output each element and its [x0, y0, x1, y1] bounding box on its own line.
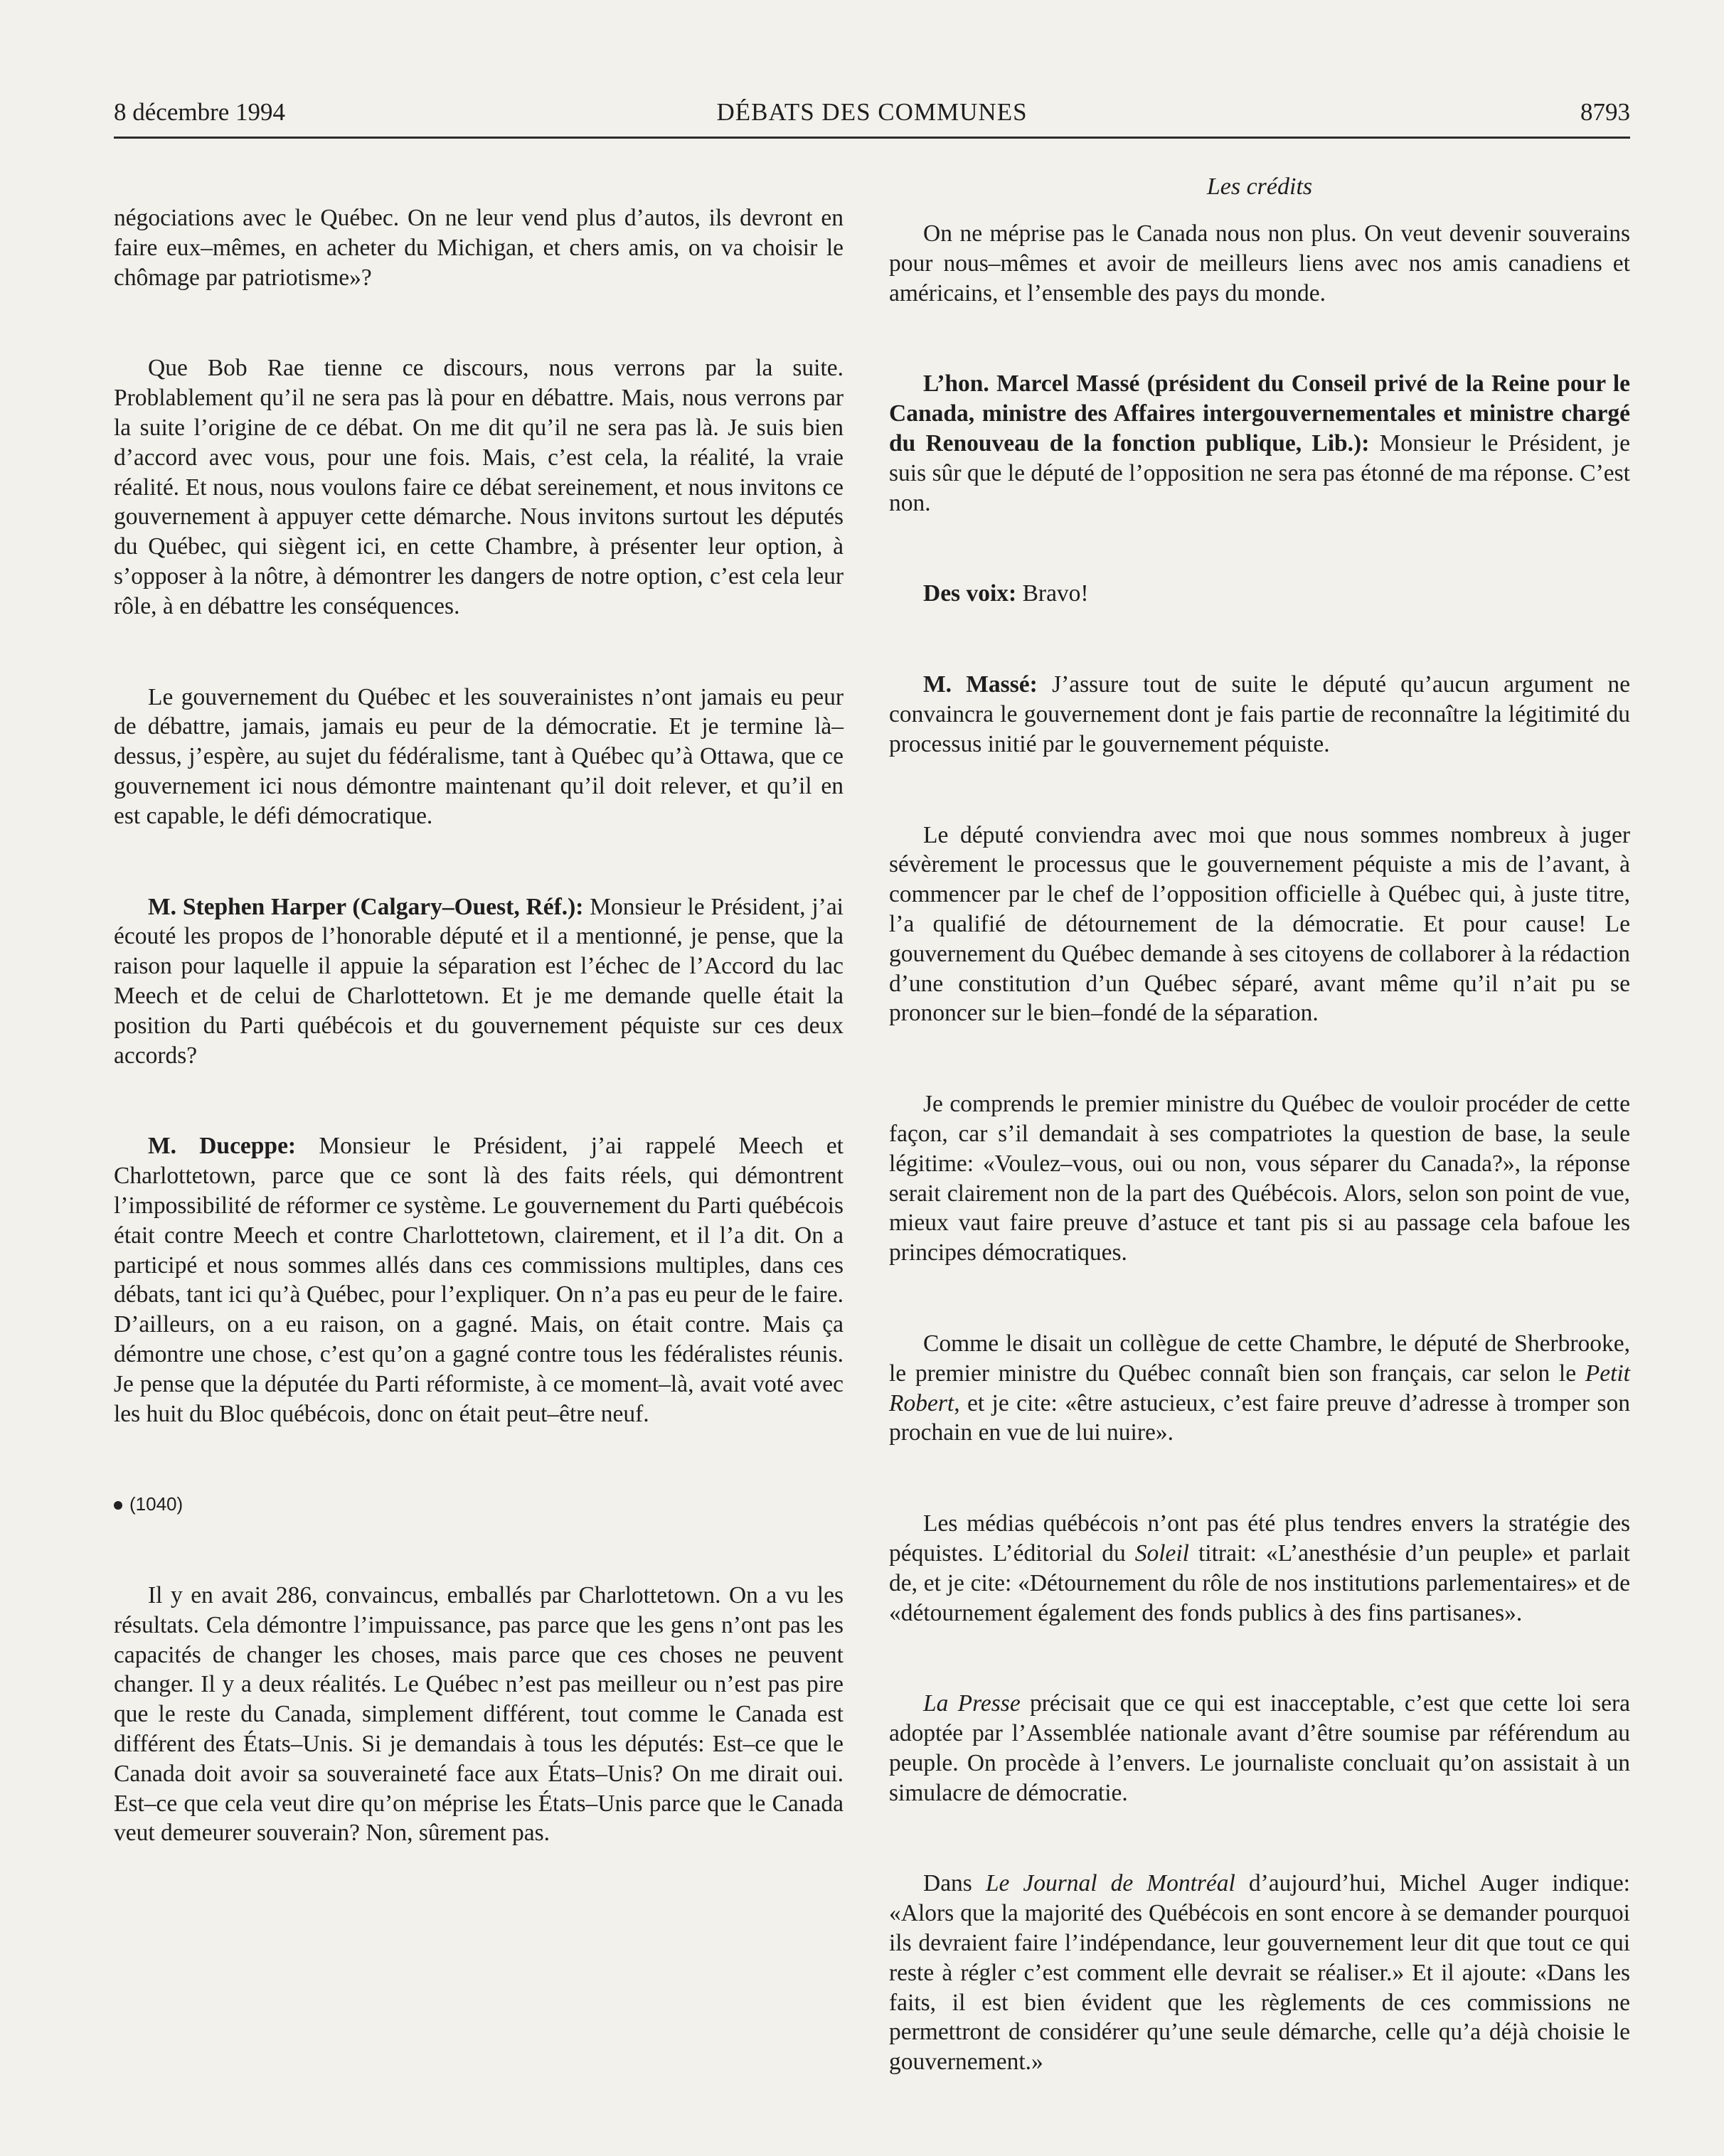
header-date: 8 décembre 1994 — [114, 98, 286, 126]
cited-work: Petit Robert — [889, 1360, 1630, 1416]
paragraph: Que Bob Rae tienne ce discours, nous verrons par la suite. Problablement qu’il ne sera pas là pour en débattre. Mais, nous verrons par la suite l’origine de ce débat. On me dit qu’il ne sera pas là. Je suis bien d’accord avec vous, pour une fois. Mais, c’est cela, la réalité, la vraie réalité. Et nous, nous voulons faire ce débat sereinement, et nous invitons ce gouvernement à appuyer cette démarche. Nous invitons surtout les députés du Québec, qui siègent ici, en cette Chambre, à présenter leur option, à s’opposer à la nôtre, à démontrer les dangers de notre option, c’est cela leur rôle, à en débattre les conséquences. — [114, 355, 844, 619]
text-run: , et je cite: «être astucieux, c’est faire preuve d’adresse à tromper son prochain en vue de lui nuire». — [889, 1389, 1630, 1446]
header-rule — [114, 137, 1630, 139]
text-run: Les médias québécois n’ont pas été plus tendres envers la stratégie des péquistes. L’éditorial du — [889, 1510, 1630, 1567]
speaker-name: Des voix: — [923, 580, 1017, 607]
speaker-name: M. Stephen Harper (Calgary–Ouest, Réf.): — [148, 893, 584, 920]
speech-text: J’assure tout de suite le député qu’aucun argument ne convaincra le gouvernement dont je fais partie de reconnaître la légitimité du processus initié par le gouvernement péquiste. — [889, 671, 1630, 757]
speech-paragraph — [114, 1131, 844, 1429]
text-run: titrait: «L’anesthésie d’un peuple» et parlait de, et je cite: «Détournement du rôle de nos institutions parlementaires» et de «détournement également des fonds publics à des fins partisanes». — [889, 1539, 1630, 1626]
paragraph: négociations avec le Québec. On ne leur vend plus d’autos, ils devront en faire eux–mêmes, en acheter du Michigan, et chers amis, on va choisir le chômage par patriotisme»? — [114, 205, 844, 291]
speaker-name: M. Massé: — [923, 671, 1038, 698]
time-marker-text: (1040) — [129, 1493, 183, 1515]
speech-paragraph — [889, 369, 1630, 518]
paragraph — [889, 1329, 1630, 1448]
header-page-number: 8793 — [1580, 98, 1630, 126]
speech-text: Bravo! — [1016, 580, 1089, 607]
right-column — [889, 219, 1630, 2138]
section-label: Les crédits — [1206, 174, 1313, 200]
paragraph: Il y en avait 286, convaincus, emballés par Charlottetown. On a vu les résultats. Cela démontre l’impuissance, pas parce que les gens n’ont pas les capacités de changer les choses, mais parce que ces choses ne peuvent changer. Il y a deux réalités. Le Québec n’est pas meilleur ou n’est pas pire que le reste du Canada, simplement différent, tout comme le Canada est différent des États–Unis. Si je demandais à tous les députés: Est–ce que le Canada doit avoir sa souveraineté face aux États–Unis? On me dirait oui. Est–ce que cela veut dire qu’on méprise les États–Unis parce que le Canada veut demeurer souverain? Non, sûrement pas. — [114, 1582, 844, 1847]
speech-text: Monsieur le Président, je suis sûr que le député de l’opposition ne sera pas étonné de ma réponse. C’est non. — [889, 429, 1630, 516]
speech-paragraph — [889, 579, 1630, 609]
paragraph — [889, 1869, 1630, 2077]
speech-text: Monsieur le Président, j’ai rappelé Meech et Charlottetown, parce que ce sont là des faits réels, qui démontrent l’impossibilité de réformer ce système. Le gouvernement du Parti québécois était contre Meech et contre Charlottetown, clairement, et il l’a dit. On a participé et nous sommes allés dans ces commissions multiples, dans ces débats, tant ici qu’à Québec, pour l’expliquer. On n’a pas eu peur de le faire. D’ailleurs, on a eu raison, on a gagné. Mais, on était contre. Mais ça démontre une chose, c’est qu’on a gagné contre tous les fédéralistes réunis. Je pense que la députée du Parti réformiste, à ce moment–là, avait voté avec les huit du Bloc québécois, donc on était peut–être neuf. — [114, 1133, 844, 1427]
paragraph: On ne méprise pas le Canada nous non plus. On veut devenir souverains pour nous–mêmes et avoir de meilleurs liens avec nos amis canadiens et américains, et l’ensemble des pays du monde. — [889, 220, 1630, 306]
paragraph: Je comprends le premier ministre du Québec de vouloir procéder de cette façon, car s’il demandait à ses compatriotes la question de base, la seule légitime: «Voulez–vous, oui ou non, vous séparer du Canada?», la réponse serait clairement non de la part des Québécois. Alors, selon son point de vue, mieux vaut faire preuve d’astuce et tant pis si au passage cela bafoue les principes démocratiques. — [889, 1091, 1630, 1266]
speech-paragraph — [114, 892, 844, 1071]
paragraph — [889, 1689, 1630, 1808]
text-run: précisait que ce qui est inacceptable, c’est que cette loi sera adoptée par l’Assemblée nationale avant d’être soumise par référendum au peuple. On procède à l’envers. Le journaliste concluait qu’on assistait à un simulacre de démocratie. — [889, 1690, 1631, 1806]
header-title: DÉBATS DES COMMUNES — [716, 98, 1028, 126]
paragraph — [889, 1509, 1630, 1628]
page-header — [114, 91, 1630, 134]
cited-work: Soleil — [1134, 1539, 1189, 1567]
speech-text: Monsieur le Président, j’ai écouté les propos de l’honorable député et il a mentionné, je pense, que la raison pour laquelle il appuie la séparation est l’échec de l’Accord du lac Meech et de celui de Charlottetown. Et je me demande quelle était la position du Parti québécois et du gouvernement péquiste sur ces deux accords? — [114, 893, 844, 1069]
text-run: d’aujourd’hui, Michel Auger indique: «Alors que la majorité des Québécois en sont encore à se demander pourquoi ils devraient faire l’indépendance, leur gouvernement leur dit que tout ce qui reste à régler c’est comment elle devrait se réaliser.» Et il ajoute: «Dans les faits, il est bien évident que les règlements de ces commissions ne permettront de considérer qu’une seule démarche, celle qu’a déjà choisie le gouvernement.» — [889, 1870, 1630, 2076]
text-run: Dans — [923, 1870, 986, 1897]
left-column — [114, 203, 844, 1909]
bullet-icon — [114, 1501, 122, 1510]
speaker-name: M. Duceppe: — [148, 1133, 297, 1160]
paragraph: Le député conviendra avec moi que nous sommes nombreux à juger sévèrement le processus que le gouvernement péquiste a mis de l’avant, à commencer par le chef de l’opposition officielle à Québec qui, à juste titre, l’a qualifié de détournement de la démocratie. Et pour cause! Le gouvernement du Québec demande à ses citoyens de collaborer à la rédaction d’une constitution d’un Québec séparé, avant même qu’il n’ait pu se prononcer sur le bien–fondé de la séparation. — [889, 821, 1630, 1027]
cited-work: La Presse — [923, 1690, 1021, 1717]
text-run: Comme le disait un collègue de cette Chambre, le député de Sherbrooke, le premier ministre du Québec connaît bien son français, car selon le — [889, 1330, 1630, 1387]
cited-work: Le Journal de Montréal — [985, 1870, 1235, 1897]
paragraph: Le gouvernement du Québec et les souverainistes n’ont jamais eu peur de débattre, jamais, jamais eu peur de la démocratie. Et je termine là–dessus, j’espère, au sujet du fédéralisme, tant à Québec qu’à Ottawa, que ce gouvernement ici nous démontre maintenant qu’il doit relever, et qu’il en est capable, le défi démocratique. — [114, 683, 844, 829]
speech-paragraph — [889, 670, 1630, 759]
time-marker — [114, 1490, 844, 1520]
speaker-name: L’hon. Marcel Massé (président du Conseil privé de la Reine pour le Canada, ministre des Affaires intergouvernementales et ministre chargé du Renouveau de la fonction publique, Lib.): — [889, 370, 1630, 457]
